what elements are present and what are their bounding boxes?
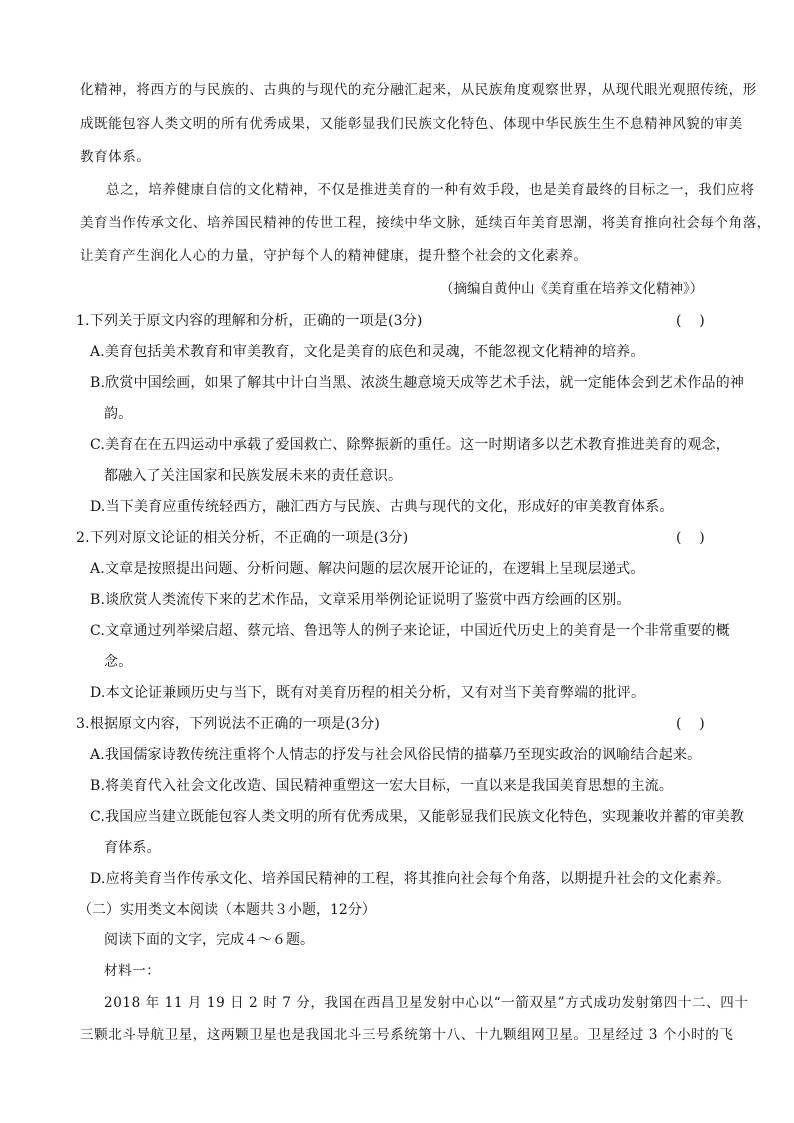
passage-p2-line-1: 总之，培养健康自信的文化精神，不仅是推进美育的一种有效手段，也是美育最终的目标之一，我们应将 (106, 182, 755, 198)
question-3-option-b: B.将美育代入社会文化改造、国民精神重塑这一宏大目标，一直以来是我国美育思想的主流。 (90, 778, 674, 794)
passage-source: （摘编自黄仲山《美育重在培养文化精神》） (440, 281, 704, 297)
question-2-option-a: A.文章是按照提出问题、分析问题、解决问题的层次展开论证的，在逻辑上呈现层递式。 (90, 561, 645, 577)
passage-p1-line-2: 成既能包容人类文明的所有优秀成果，又能彰显我们民族文化特色、体现中华民族生生不息精神风貌的审美 (80, 116, 743, 132)
question-1-option-d: D.当下美育应重传统轻西方，融汇西方与民族、古典与现代的文化，形成好的审美教育体系。 (90, 499, 674, 515)
question-2-option-c: C.文章通过列举梁启超、蔡元培、鲁迅等人的例子来论证，中国近代历史上的美育是一个非常重要的概 (90, 623, 730, 639)
question-2-option-c-cont: 念。 (104, 654, 133, 670)
question-3-option-c: C.我国应当建立既能包容人类文明的所有优秀成果，又能彰显我们民族文化特色，实现兼收并蓄的审美教 (90, 809, 745, 825)
question-1-option-a: A.美育包括美术教育和审美教育，文化是美育的底色和灵魂，不能忽视文化精神的培养。 (90, 344, 645, 360)
passage-p1-line-1: 化精神，将西方的与民族的、古典的与现代的充分融汇起来，从民族角度观察世界，从现代眼光观照传统，形 (80, 82, 757, 98)
section-2-instruction: 阅读下面的文字，完成４～６题。 (104, 932, 314, 948)
passage-p2-line-3: 让美育产生润化人心的力量，守护每个人的精神健康，提升整个社会的文化素养。 (80, 248, 588, 264)
question-1-option-b-cont: 韵。 (104, 406, 133, 422)
section-2-heading: （二）实用类文本阅读（本题共３小题，12分） (78, 902, 376, 918)
question-1-option-b: B.欣赏中国绘画，如果了解其中计白当黑、浓淡生趣意境天成等艺术手法，就一定能体会到艺术作品的神 (90, 375, 745, 391)
question-3-stem: 3.根据原文内容，下列说法不正确的一项是(3分) (76, 716, 380, 732)
passage-p1-line-3: 教育体系。 (80, 149, 151, 165)
question-2-option-b: B.谈欣赏人类流传下来的艺术作品，文章采用举例论证说明了鉴赏中西方绘画的区别。 (90, 592, 631, 608)
question-3-option-a: A.我国儒家诗教传统注重将个人情志的抒发与社会风俗民情的描摹乃至现实政治的讽喻结合起来。 (90, 747, 702, 763)
question-2-answer-paren: ( ) (676, 530, 705, 546)
question-3-answer-paren: ( ) (676, 716, 705, 732)
question-3-option-c-cont: 育体系。 (104, 840, 161, 856)
question-1-stem: 1.下列关于原文内容的理解和分析，正确的一项是(3分) (76, 313, 423, 329)
material-1-line-1: 2018 年 11 月 19 日 2 时 7 分，我国在西昌卫星发射中心以“一箭双星”方式成功发射第四十二、四十 (104, 995, 749, 1011)
material-1-label: 材料一： (104, 963, 161, 979)
question-3-option-d: D.应将美育当作传承文化、培养国民精神的工程，将其推向社会每个角落，以期提升社会的文化素养。 (90, 871, 731, 887)
passage-p2-line-2: 美育当作传承文化、培养国民精神的传世工程，接续中华文脉，延续百年美育思潮，将美育推向社会每个角落， (80, 215, 771, 231)
question-1-option-c: C.美育在在五四运动中承载了爱国救亡、除弊振新的重任。这一时期诸多以艺术教育推进美育的观念， (90, 437, 730, 453)
material-1-line-2: 三颗北斗导航卫星，这两颗卫星也是我国北斗三号系统第十八、十九颗组网卫星。卫星经过 3 个小时的飞 (80, 1027, 734, 1043)
question-2-stem: 2.下列对原文论证的相关分析，不正确的一项是(3分) (76, 530, 409, 546)
question-2-option-d: D.本文论证兼顾历史与当下，既有对美育历程的相关分析，又有对当下美育弊端的批评。 (90, 685, 646, 701)
question-1-option-c-cont: 都融入了关注国家和民族发展未来的责任意识。 (104, 468, 403, 484)
question-1-answer-paren: ( ) (676, 313, 705, 329)
